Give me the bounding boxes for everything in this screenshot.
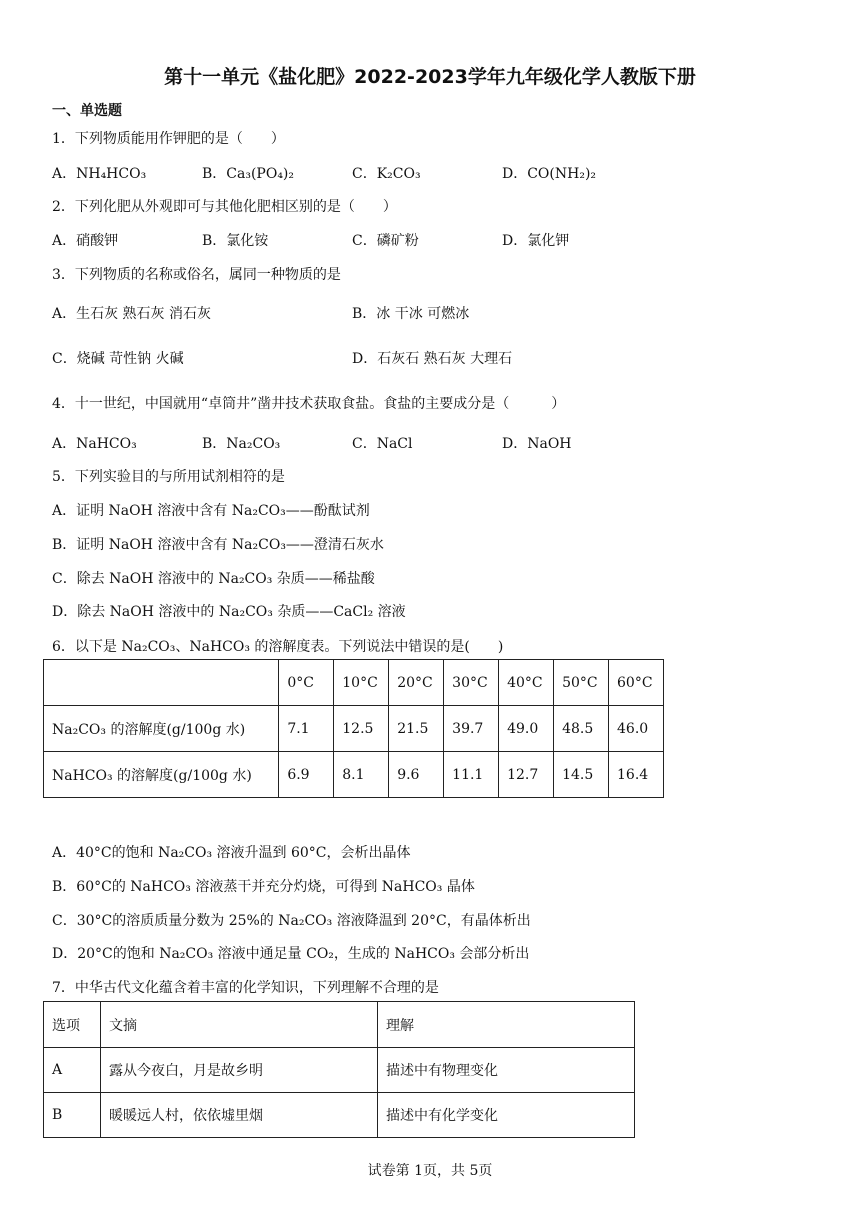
table-header-cell: 10°C xyxy=(334,660,389,706)
q5-option-b: B．证明 NaOH 溶液中含有 Na₂CO₃——澄清石灰水 xyxy=(52,537,384,553)
q4-option-d: D．NaOH xyxy=(502,436,572,452)
table-header-row xyxy=(44,660,664,706)
q4-option-b: B．Na₂CO₃ xyxy=(202,436,281,452)
table-header-cell: 文摘 xyxy=(101,1002,378,1048)
table-row xyxy=(44,706,664,752)
q1-option-d: D．CO(NH₂)₂ xyxy=(502,166,597,182)
q2-option-c: C．磷矿粉 xyxy=(352,233,419,249)
question-2: 2．下列化肥从外观即可与其他化肥相区别的是（ ） xyxy=(52,199,397,215)
table-cell: 11.1 xyxy=(444,752,499,798)
table-cell: 描述中有化学变化 xyxy=(378,1093,635,1138)
table-cell: 49.0 xyxy=(499,706,554,752)
q5-option-a: A．证明 NaOH 溶液中含有 Na₂CO₃——酚酞试剂 xyxy=(52,503,370,519)
page-title: 第十一单元《盐化肥》2022-2023学年九年级化学人教版下册 xyxy=(164,66,696,88)
table-cell: 21.5 xyxy=(389,706,444,752)
q1-option-b: B．Ca₃(PO₄)₂ xyxy=(202,166,295,182)
q5-option-d: D．除去 NaOH 溶液中的 Na₂CO₃ 杂质——CaCl₂ 溶液 xyxy=(52,604,406,620)
q3-option-c: C．烧碱 苛性钠 火碱 xyxy=(52,351,184,367)
table-header-row xyxy=(44,1002,635,1048)
question-6: 6．以下是 Na₂CO₃、NaHCO₃ 的溶解度表。下列说法中错误的是( ) xyxy=(52,639,504,655)
table-header-cell: 20°C xyxy=(389,660,444,706)
question-7: 7．中华古代文化蕴含着丰富的化学知识，下列理解不合理的是 xyxy=(52,980,439,996)
table-cell: 16.4 xyxy=(609,752,664,798)
table-cell: B xyxy=(44,1093,101,1138)
table-cell: A xyxy=(44,1048,101,1093)
q1-option-a: A．NH₄HCO₃ xyxy=(52,166,147,182)
q6-option-d: D．20°C的饱和 Na₂CO₃ 溶液中通足量 CO₂，生成的 NaHCO₃ 会部分析出 xyxy=(52,946,530,962)
table-cell: 39.7 xyxy=(444,706,499,752)
question-3: 3．下列物质的名称或俗名，属同一种物质的是 xyxy=(52,267,341,283)
q6-option-a: A．40°C的饱和 Na₂CO₃ 溶液升温到 60°C，会析出晶体 xyxy=(52,845,411,861)
question-1: 1．下列物质能用作钾肥的是（ ） xyxy=(52,131,285,147)
literature-table xyxy=(43,1001,635,1138)
table-cell: 8.1 xyxy=(334,752,389,798)
table-cell: 9.6 xyxy=(389,752,444,798)
table-cell: Na₂CO₃ 的溶解度(g/100g 水) xyxy=(44,706,279,752)
q6-option-b: B．60°C的 NaHCO₃ 溶液蒸干并充分灼烧，可得到 NaHCO₃ 晶体 xyxy=(52,879,475,895)
table-header-cell: 选项 xyxy=(44,1002,101,1048)
q3-option-a: A．生石灰 熟石灰 消石灰 xyxy=(52,306,212,322)
q1-option-c: C．K₂CO₃ xyxy=(352,166,421,182)
table-cell: 7.1 xyxy=(279,706,334,752)
q4-option-a: A．NaHCO₃ xyxy=(52,436,137,452)
question-4: 4．十一世纪，中国就用“卓筒井”凿井技术获取食盐。食盐的主要成分是（ ） xyxy=(52,396,566,412)
q6-option-c: C．30°C的溶质质量分数为 25%的 Na₂CO₃ 溶液降温到 20°C，有晶体析出 xyxy=(52,913,531,929)
table-header-cell: 30°C xyxy=(444,660,499,706)
q5-option-c: C．除去 NaOH 溶液中的 Na₂CO₃ 杂质——稀盐酸 xyxy=(52,571,375,587)
table-header-cell: 50°C xyxy=(554,660,609,706)
q4-option-c: C．NaCl xyxy=(352,436,413,452)
table-cell: 暖暖远人村，依依墟里烟 xyxy=(101,1093,378,1138)
table-cell: NaHCO₃ 的溶解度(g/100g 水) xyxy=(44,752,279,798)
table-cell: 46.0 xyxy=(609,706,664,752)
table-cell: 14.5 xyxy=(554,752,609,798)
solubility-table xyxy=(43,659,664,798)
q3-option-d: D．石灰石 熟石灰 大理石 xyxy=(352,351,513,367)
table-cell: 描述中有物理变化 xyxy=(378,1048,635,1093)
q2-option-b: B．氯化铵 xyxy=(202,233,269,249)
table-header-cell: 40°C xyxy=(499,660,554,706)
table-cell: 12.5 xyxy=(334,706,389,752)
q2-option-a: A．硝酸钾 xyxy=(52,233,119,249)
table-header-cell xyxy=(44,660,279,706)
q3-option-b: B．冰 干冰 可燃冰 xyxy=(352,306,470,322)
table-header-cell: 理解 xyxy=(378,1002,635,1048)
table-cell: 露从今夜白，月是故乡明 xyxy=(101,1048,378,1093)
table-header-cell: 0°C xyxy=(279,660,334,706)
table-row xyxy=(44,1093,635,1138)
table-row xyxy=(44,752,664,798)
table-cell: 12.7 xyxy=(499,752,554,798)
question-5: 5．下列实验目的与所用试剂相符的是 xyxy=(52,469,285,485)
page-footer: 试卷第 1页，共 5页 xyxy=(367,1163,493,1179)
table-cell: 6.9 xyxy=(279,752,334,798)
table-header-cell: 60°C xyxy=(609,660,664,706)
q2-option-d: D．氯化钾 xyxy=(502,233,570,249)
table-cell: 48.5 xyxy=(554,706,609,752)
section-heading: 一、单选题 xyxy=(52,103,122,119)
table-row xyxy=(44,1048,635,1093)
